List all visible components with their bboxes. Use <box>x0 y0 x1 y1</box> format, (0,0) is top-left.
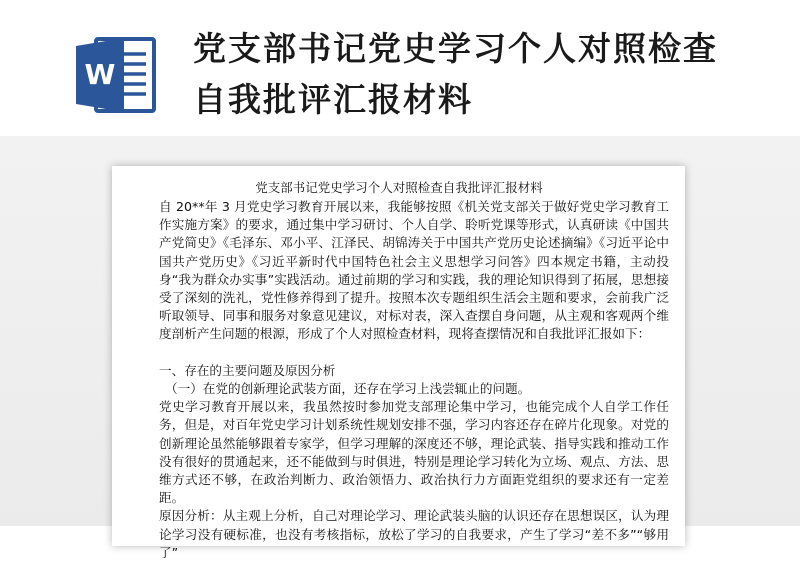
intro-paragraph: 自 20**年 3 月党史学习教育开展以来，我能够按照《机关党支部关于做好党史学习教育工作实施方案》的要求，通过集中学习研讨、个人自学、聆听党课等形式，认真研读《中国共产党简史》《毛泽东、邓小平、江泽民、胡锦涛关于中国共产党历史论述摘编》《习近平论中国共产党历史》《习近平新时代中国特色社会主义思想学习问答》四本规定书籍，主动投身“我为群众办实事”实践活动。通过前期的学习和实践，我的理论知识得到了拓展，思想接受了深刻的洗礼，党性修养得到了提升。按照本次专题组织生活会主题和要求，会前我广泛听取领导、同事和服务对象意见建议，对标对表，深入查摆自身问题，从主观和客观两个维度剖析产生问题的根源，形成了个人对照检查材料，现将查摆情况和自我批评汇报如下： <box>159 199 669 342</box>
subsection-heading: （一）在党的创新理论武装方面，还存在学习上浅尝辄止的问题。 <box>165 381 531 397</box>
body-paragraph-2: 原因分析：从主观上分析，自己对理论学习、理论武装头脑的认识还存在思想误区，认为理论学习没有硬标准，也没有考核指标，放松了学习的自我要求，产生了学习“差不多”“够用了” <box>159 508 669 560</box>
document-body <box>159 198 669 562</box>
section-heading: 一、存在的主要问题及原因分析 <box>159 362 336 378</box>
body-paragraph-1: 党史学习教育开展以来，我虽然按时参加党支部理论集中学习，也能完成个人自学工作任务，但是，对百年党史学习计划系统性规划安排不强，学习内容还存在碎片化现象。对党的创新理论虽然能够跟着专家学，但学习理解的深度还不够，理论武装、指导实践和推动工作没有很好的贯通起来，还不能做到与时俱进，特别是理论学习转化为立场、观点、方法、思维方式还不够，在政治判断力、政治领悟力、政治执行力方面距党组织的要求还有一定差距。 <box>159 399 669 506</box>
word-document-icon <box>74 34 164 116</box>
paragraph-spacer <box>159 344 669 362</box>
document-page <box>112 166 685 560</box>
document-heading: 党支部书记党史学习个人对照检查自我批评汇报材料 <box>255 180 543 195</box>
word-icon-letter: W <box>84 58 116 91</box>
page-title: 党支部书记党史学习个人对照检查自我批评汇报材料 <box>193 29 718 119</box>
